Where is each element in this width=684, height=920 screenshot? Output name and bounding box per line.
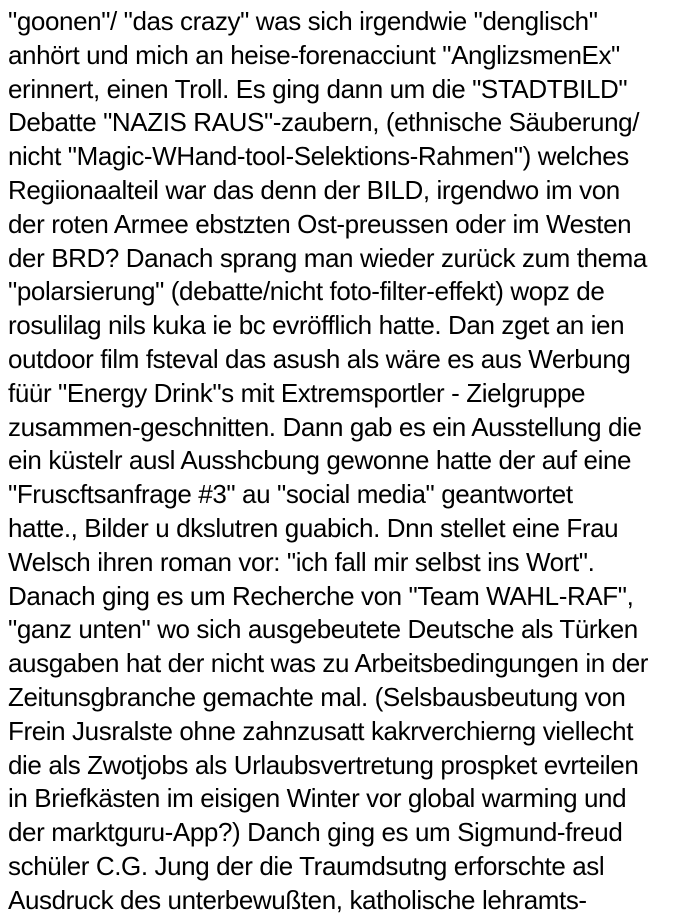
text-line: füür "Energy Drink"s mit Extremsportler - Zielgruppe bbox=[8, 377, 586, 408]
text-line: Debatte "NAZIS RAUS"-zaubern, (ethnische Säuberung/ bbox=[8, 107, 640, 138]
text-line: erinnert, einen Troll. Es ging dann um die "STADTBILD" bbox=[8, 73, 628, 104]
text-line: der roten Armee ebstzten Ost-preussen oder im Westen bbox=[8, 208, 632, 239]
text-line: ein küstelr ausl Ausshcbung gewonne hatte der auf eine bbox=[8, 445, 632, 476]
text-line: der BRD? Danach sprang man wieder zurück zum thema bbox=[8, 242, 647, 273]
text-line: Regiionaalteil war das denn der BILD, irgendwo im von bbox=[8, 174, 620, 205]
text-line: Ausdruck des unterbewußten, katholische lehramts- bbox=[8, 884, 587, 915]
text-line: "ganz unten" wo sich ausgebeutete Deutsche als Türken bbox=[8, 614, 638, 645]
text-line: "goonen"/ "das crazy" was sich irgendwie "denglisch" bbox=[8, 6, 598, 36]
text-line: anhört und mich an heise-forenacciunt "AnglizsmenEx" bbox=[8, 39, 620, 70]
text-line: outdoor film fsteval das asush als wäre es aus Werbung bbox=[8, 343, 631, 374]
text-line: Danach ging es um Recherche von "Team WAHL-RAF", bbox=[8, 580, 634, 611]
text-line: ausgaben hat der nicht was zu Arbeitsbedingungen in der bbox=[8, 648, 649, 679]
text-line: hatte., Bilder u dkslutren guabich. Dnn stellet eine Frau bbox=[8, 512, 619, 543]
text-line: in Briefkästen im eisigen Winter vor global warming und bbox=[8, 783, 627, 814]
text-line: der marktguru-App?) Danch ging es um Sigmund-freud bbox=[8, 817, 623, 848]
text-line: "Fruscftsanfrage #3" au "social media" geantwortet bbox=[8, 479, 573, 510]
text-line: nicht "Magic-WHand-tool-Selektions-Rahmen") welches bbox=[8, 141, 629, 172]
text-line: "polarsierung" (debatte/nicht foto-filter-effekt) wopz de bbox=[8, 276, 605, 307]
text-line: Welsch ihren roman vor: "ich fall mir selbst ins Wort". bbox=[8, 546, 595, 577]
text-line: Zeitunsgbranche gemachte mal. (Selsbausbeutung von bbox=[8, 681, 626, 712]
text-line: zusammen-geschnitten. Dann gab es ein Ausstellung die bbox=[8, 411, 642, 442]
text-line: die als Zwotjobs als Urlaubsvertretung prospket evrteilen bbox=[8, 749, 639, 780]
text-line: rosulilag nils kuka ie bc evröfflich hatte. Dan zget an ien bbox=[8, 310, 625, 341]
text-line: schüler C.G. Jung der die Traumdsutng erforschte asl bbox=[8, 850, 605, 881]
text-line: Frein Jusralste ohne zahnzusatt kakrverchierng viellecht bbox=[8, 715, 634, 746]
